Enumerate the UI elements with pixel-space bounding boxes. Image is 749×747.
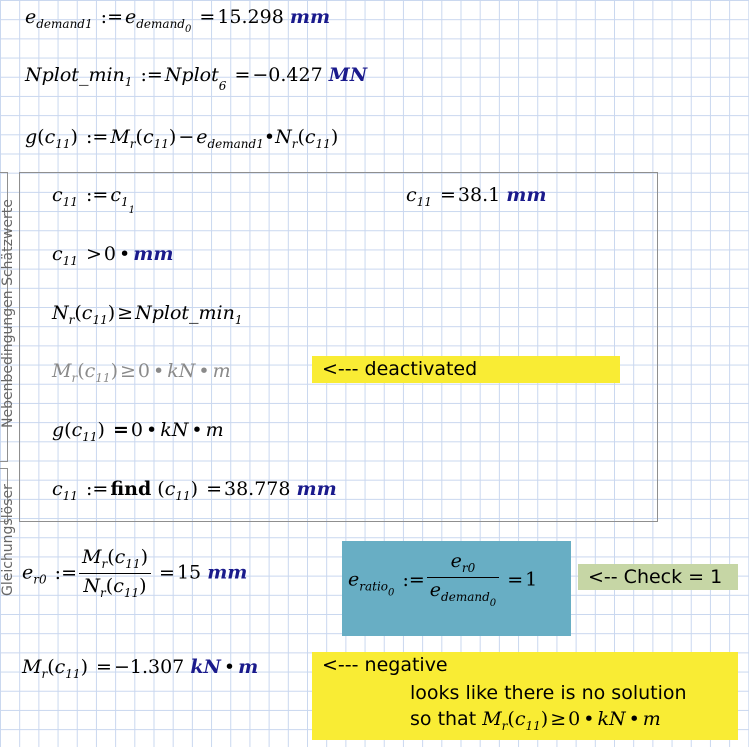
mr-result[interactable]: $M_r(c_{11}) = -1.307$ kN • m bbox=[22, 656, 259, 681]
constraint-c11-positive[interactable]: $c_{11} > 0$ • mm bbox=[52, 243, 174, 268]
ratio-fraction: $\frac{e_{r0}}{e_{demand0}}$ bbox=[427, 552, 499, 609]
guess-region-label: Nebenbedingungen Schätzwerte bbox=[0, 199, 16, 428]
find-function: find bbox=[110, 478, 152, 500]
guess-c11[interactable]: $c_{11}$ := $c_{11}$ bbox=[52, 184, 135, 216]
solver-find-c11[interactable]: $c_{11}$ := find $(c_{11}) = 38.778$ mm bbox=[52, 478, 337, 503]
guess-c11-result[interactable]: $c_{11} = 38.1$ mm bbox=[406, 184, 547, 209]
e-demand1-value: 15.298 bbox=[217, 6, 284, 28]
er0-definition[interactable]: $e_{r0}$ := $\frac{M_r(c_{11})}{N_r(c_{11})}$ = 15 mm bbox=[22, 546, 248, 600]
deactivated-note[interactable]: <--- deactivated bbox=[312, 356, 620, 383]
ratio-value: 1 bbox=[525, 568, 538, 591]
solve-block-frame bbox=[19, 172, 658, 522]
er0-fraction: $\frac{M_r(c_{11})}{N_r(c_{11})}$ bbox=[79, 548, 151, 599]
negative-note-line3: so that $M_r(c_{11}) \ge 0$ • kN • m bbox=[410, 708, 661, 733]
g-function-definition[interactable]: $g(c_{11})$ := $M_r(c_{11})$ − $e_{demand1}•N_r(c_{11})$ bbox=[25, 126, 339, 151]
constraint-mr-nonnegative-deactivated[interactable]: $M_r(c_{11}) \ge 0$ • kN • m bbox=[52, 360, 231, 385]
ratio-definition[interactable]: $e_{ratio0}$ := $\frac{e_{r0}}{e_{demand0}}$ = 1 bbox=[348, 550, 538, 609]
nplot-min1-definition[interactable]: $Nplot\_\min_1$ := Nplot$_6$ = −0.427 MN bbox=[25, 64, 368, 93]
constraint-nr-min[interactable]: $N_r(c_{11})$ ≥ $Nplot\_\min_1$ bbox=[52, 302, 243, 327]
unit-mm: mm bbox=[289, 6, 331, 28]
constraint-g-equals-zero[interactable]: $g(c_{11}) = 0$ • kN • m bbox=[52, 419, 224, 444]
unit-mn: MN bbox=[328, 64, 368, 86]
solver-result-value: 38.778 bbox=[224, 478, 291, 500]
negative-note-line2: looks like there is no solution bbox=[410, 682, 687, 704]
mr-value: −1.307 bbox=[113, 656, 185, 678]
check-note[interactable]: <-- Check = 1 bbox=[578, 564, 738, 590]
negative-note-line1: <--- negative bbox=[322, 654, 448, 676]
solver-region-label: Gleichungslöser bbox=[0, 484, 16, 596]
e-demand1-definition[interactable]: $e_{demand1}$ := $e_{demand0} = 15.298$ mm bbox=[25, 6, 331, 35]
nplot-min1-value: −0.427 bbox=[252, 64, 323, 86]
